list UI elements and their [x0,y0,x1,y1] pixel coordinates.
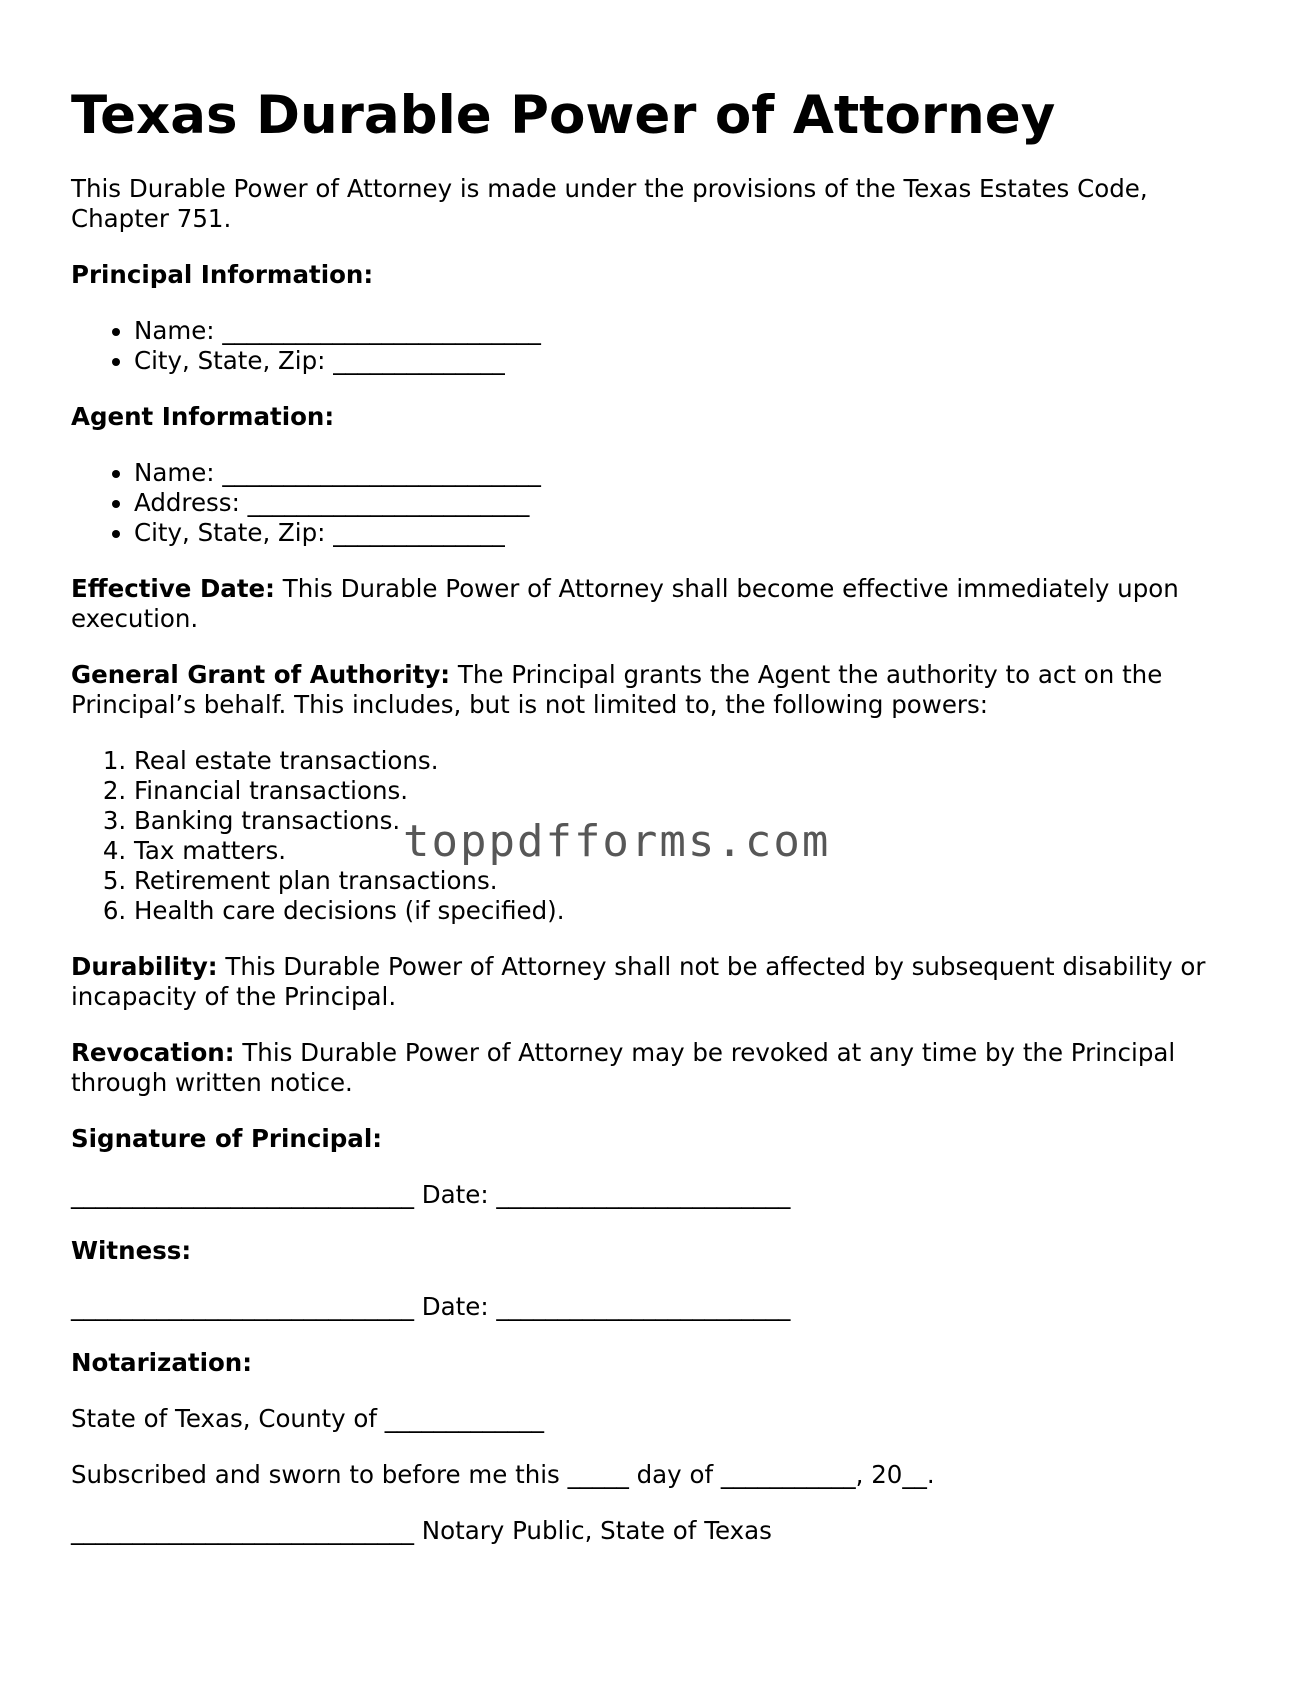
notary-line: ____________________________ Notary Public, State of Texas [71,1515,772,1545]
principal-list [71,316,1241,376]
power-item: 6. Health care decisions (if specified). [134,896,1241,926]
agent-name-field: • Name: __________________________ [134,458,1241,488]
power-item: 2. Financial transactions. [134,776,1241,806]
agent-list [71,458,1241,548]
notarization-heading: Notarization: [71,1347,253,1377]
effective-date-paragraph [71,574,1241,634]
agent-heading: Agent Information: [71,401,335,431]
grant-paragraph [71,660,1241,720]
county-line: State of Texas, County of _____________ [71,1403,545,1433]
witness-line: ____________________________ Date: ________________________ [71,1291,791,1321]
effective-date-label: Effective Date: [71,573,275,603]
power-item: 5. Retirement plan transactions. [134,866,1241,896]
power-item: 1. Real estate transactions. [134,746,1241,776]
agent-address-field: • Address: _______________________ [134,488,1241,518]
effective-date-text: This Durable Power of Attorney shall become effective immediately upon execution. [71,573,1179,633]
signature-line: ____________________________ Date: ________________________ [71,1179,791,1209]
watermark: toppdfforms.com [403,816,831,867]
witness-heading: Witness: [71,1235,192,1265]
document-page [71,84,1241,1546]
grant-label: General Grant of Authority: [71,659,451,689]
signature-heading: Signature of Principal: [71,1123,383,1153]
intro-paragraph: This Durable Power of Attorney is made under the provisions of the Texas Estates Code, Chapter 751. [71,173,1148,233]
revocation-text: This Durable Power of Attorney may be revoked at any time by the Principal through written notice. [71,1037,1176,1097]
principal-city-field: • City, State, Zip: ______________ [134,346,1241,376]
durability-paragraph [71,952,1241,1012]
durability-label: Durability: [71,951,218,981]
document-title: Texas Durable Power of Attorney [71,85,1056,146]
durability-text: This Durable Power of Attorney shall not be affected by subsequent disability or incapacity of the Principal. [71,951,1206,1011]
agent-city-field: • City, State, Zip: ______________ [134,518,1241,548]
revocation-paragraph [71,1038,1241,1098]
sworn-line: Subscribed and sworn to before me this _____ day of ___________, 20__. [71,1459,935,1489]
power-item: 4. Tax matters. [134,836,1241,866]
power-item: 3. Banking transactions. [134,806,1241,836]
revocation-label: Revocation: [71,1037,235,1067]
principal-name-field: • Name: __________________________ [134,316,1241,346]
principal-heading: Principal Information: [71,259,374,289]
grant-text: The Principal grants the Agent the authority to act on the Principal’s behalf. This includes, but is not limited to, the following powers: [71,659,1163,719]
